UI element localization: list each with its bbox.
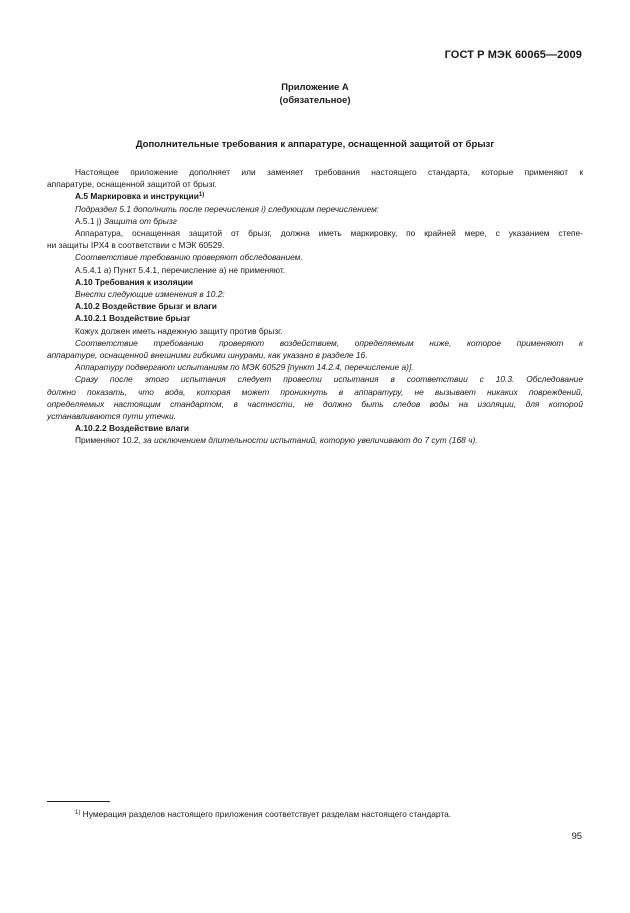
intro-line-2: аппаратуре, оснащенной защитой от брызг.	[47, 179, 217, 190]
marking-line-2: ни защиты IPX4 в соответствии с МЭК 60529.	[47, 240, 225, 251]
compliance-line-1: Соответствие требованию проверяют воздействием, определяемым ниже, которое применяют к	[75, 337, 583, 348]
compliance-check: Соответствие требованию проверяют обследованием.	[75, 252, 303, 263]
paragraph-amendment-10-2: Внести следующие изменения в 10.2:	[75, 289, 225, 300]
document-code: ГОСТ Р МЭК 60065—2009	[444, 49, 582, 61]
compliance-line-2: аппаратуре, оснащенной внешними гибкими шнурами, как указано в разделе 16.	[47, 350, 368, 361]
footnote-marker: 1)	[75, 810, 81, 816]
footnote	[75, 809, 545, 819]
annex-status: (обязательное)	[279, 93, 351, 105]
footnote-text: Нумерация разделов настоящего приложения соответствует разделам настоящего стандарта.	[82, 809, 452, 819]
annex-heading	[0, 81, 630, 106]
section-a10-2-heading: А.10.2 Воздействие брызг и влаги	[75, 301, 217, 312]
inspection-line-1: Сразу после этого испытания следует провести испытания в соответствии с 10.3. Обследование	[75, 374, 583, 385]
test-procedure: Аппаратуру подвергают испытаниям по МЭК 60529 [пункт 14.2.4, перечисление а)].	[75, 362, 414, 373]
marking-line-1: Аппаратура, оснащенная защитой от брызг, должна иметь маркировку, по крайней мере, с указанием степе-	[75, 228, 583, 239]
page-number: 95	[571, 830, 582, 841]
annex-title: Дополнительные требования к аппаратуре, оснащенной защитой от брызг	[135, 139, 495, 150]
clause-title: Защита от брызг	[103, 215, 177, 226]
clause-a5-4-1: А.5.4.1 а) Пункт 5.4.1, перечисление а) не применяют.	[75, 264, 286, 275]
footnote-reference: 1)	[198, 192, 205, 199]
section-a10-heading: А.10 Требования к изоляции	[75, 276, 194, 287]
humidity-lead: Применяют 10.2,	[75, 435, 141, 446]
inspection-line-4: устанавливаются пути утечки.	[47, 411, 177, 422]
humidity-paragraph	[47, 434, 583, 446]
clause-a5-1-j	[47, 215, 583, 227]
humidity-exception: за исключением длительности испытаний, которую увеличивают до 7 сут (168 ч).	[143, 435, 478, 446]
section-a10-2-2-heading: А.10.2.2 Воздействие влаги	[75, 423, 190, 434]
section-a10-2-1-heading: А.10.2.1 Воздействие брызг	[75, 313, 191, 324]
footnote-separator	[47, 801, 110, 802]
annex-name: Приложение А	[281, 81, 349, 92]
enclosure-requirement: Кожух должен иметь надежную защиту против брызг.	[75, 325, 283, 336]
inspection-line-3: определяемых настоящим стандартом, в частности, не должно быть следов воды на изоляции, для которой	[47, 398, 583, 409]
intro-line-1: Настоящее приложение дополняет или заменяет требования настоящего стандарта, которые применяют к	[75, 167, 583, 177]
section-a5-heading	[47, 190, 583, 202]
paragraph-amendment-5-1: Подраздел 5.1 дополнить после перечисления i) следующим перечислением:	[75, 203, 380, 214]
section-a5-title: А.5 Маркировка и инструкции	[75, 191, 199, 202]
inspection-line-2: должно показать, что вода, которая может проникнуть в аппаратуру, не вызывает никаких повреждений,	[47, 386, 583, 397]
annex-body	[47, 166, 583, 447]
clause-number: А.5.1 j)	[75, 215, 102, 226]
